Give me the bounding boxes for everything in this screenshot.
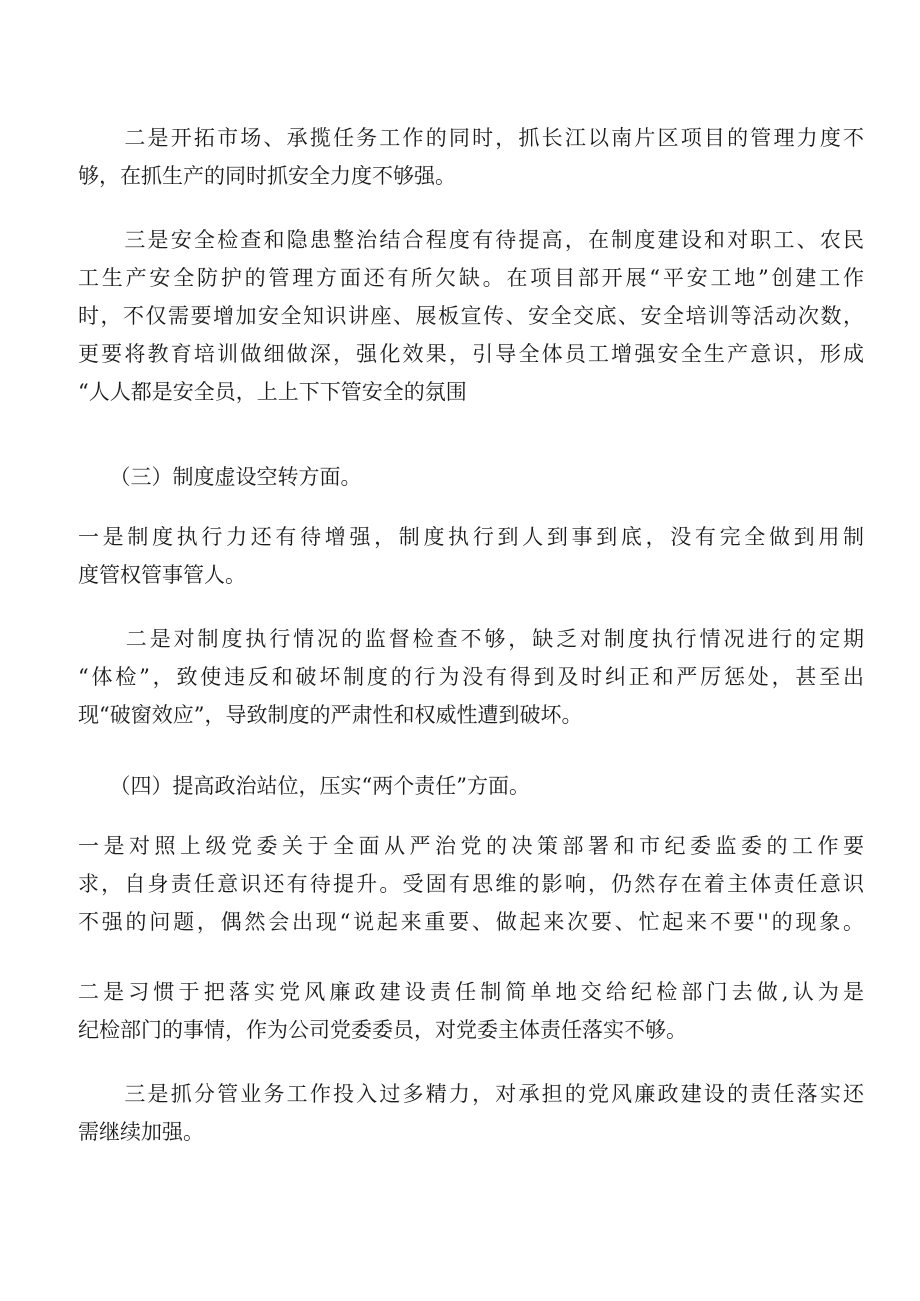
text-line: 工生产安全防护的管理方面还有所欠缺。在项目部开展“平安工地”创建工作 <box>78 266 864 290</box>
text-line: 二是开拓市场、承揽任务工作的同时，抓长江以南片区项目的管理力度不 <box>78 126 864 150</box>
text-line: 二是对制度执行情况的监督检查不够，缺乏对制度执行情况进行的定期 <box>78 627 864 651</box>
text-line: 够，在抓生产的同时抓安全力度不够强。 <box>78 164 456 188</box>
text-line: 现“破窗效应”，导致制度的严肃性和权威性遭到破坏。 <box>78 703 583 727</box>
text-line: “人人都是安全员，上上下下管安全的氛围 <box>78 380 467 404</box>
text-line: 时，不仅需要增加安全知识讲座、展板宣传、安全交底、安全培训等活动次数， <box>78 304 864 328</box>
text-line: 需继续加强。 <box>78 1120 204 1144</box>
section-heading-4 <box>78 767 864 805</box>
text-line: 度管权管事管人。 <box>78 563 246 587</box>
paragraph-business-focus <box>78 1075 864 1151</box>
heading-line: （三）制度虚设空转方面。 <box>78 465 362 489</box>
paragraph-safety-inspection <box>78 221 864 411</box>
text-line: 一是制度执行力还有待增强，制度执行到人到事到底，没有完全做到用制 <box>78 525 864 549</box>
text-line: 三是安全检查和隐患整治结合程度有待提高，在制度建设和对职工、农民 <box>78 228 864 252</box>
text-line: 三是抓分管业务工作投入过多精力，对承担的党风廉政建设的责任落实还 <box>78 1082 864 1106</box>
paragraph-supervision <box>78 620 864 734</box>
text-line: “体检”，致使违反和破坏制度的行为没有得到及时纠正和严厉惩处，甚至出 <box>78 665 864 689</box>
text-line: 更要将教育培训做细做深，强化效果，引导全体员工增强安全生产意识，形成 <box>78 342 864 366</box>
paragraph-responsibility-awareness <box>78 827 864 941</box>
heading-line: （四）提高政治站位，压实“两个责任”方面。 <box>78 774 530 798</box>
text-line: 纪检部门的事情，作为公司党委委员，对党委主体责任落实不够。 <box>78 1018 687 1042</box>
text-line: 求，自身责任意识还有待提升。受固有思维的影响，仍然存在着主体责任意识 <box>78 872 864 896</box>
paragraph-system-execution <box>78 518 864 594</box>
section-heading-3 <box>78 458 864 496</box>
paragraph-discipline-dept <box>78 973 864 1049</box>
text-line: 一是对照上级党委关于全面从严治党的决策部署和市纪委监委的工作要 <box>78 834 864 858</box>
text-line: 二是习惯于把落实党风廉政建设责任制简单地交给纪检部门去做,认为是 <box>78 980 864 1004</box>
text-line: 不强的问题，偶然会出现“说起来重要、做起来次要、忙起来不要''的现象。 <box>78 910 864 934</box>
paragraph-market-safety <box>78 119 864 195</box>
